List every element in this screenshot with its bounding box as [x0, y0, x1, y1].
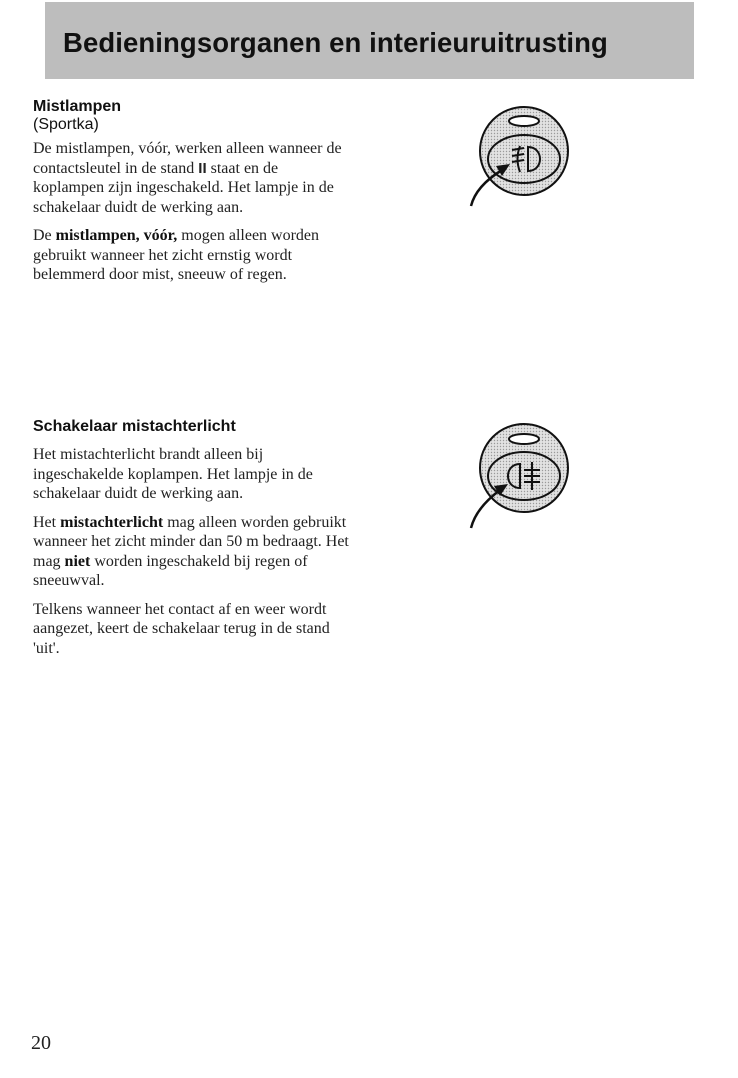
paragraph-text: staat en de koplampen zijn ingeschakeld. Het lampje in de schakelaar duidt de werking aan. — [33, 159, 334, 216]
paragraph: Het mistachterlicht brandt alleen bij ingeschakelde koplampen. Het lampje in de schakelaar duidt de werking aan. — [33, 446, 313, 502]
paragraph: Telkens wanneer het contact af en weer wordt aangezet, keert de schakelaar terug in de stand 'uit'. — [33, 600, 330, 657]
paragraph — [33, 226, 353, 285]
section-subheading: (Sportka) — [33, 116, 99, 133]
front-fog-switch-illustration — [466, 96, 586, 226]
paragraph-text: worden ingeschakeld bij regen of sneeuwval. — [33, 552, 308, 589]
paragraph-text: Het — [33, 513, 57, 531]
section-heading: Mistlampen — [33, 98, 122, 115]
rear-fog-switch-illustration — [466, 418, 586, 548]
emphasis-text: mistlampen, vóór, — [55, 227, 178, 244]
paragraph-text: mogen alleen worden gebruikt wanneer het zicht ernstig wordt belemmerd door mist, sneeuw of regen. — [33, 227, 320, 283]
page-title: Bedieningsorganen en interieuruitrusting — [63, 27, 608, 58]
emphasis-text: niet — [64, 552, 91, 570]
paragraph — [33, 139, 353, 217]
paragraph-text: mag alleen worden gebruikt wanneer het zicht minder dan 50 m bedraagt. Het mag — [33, 513, 349, 570]
section-schakelaar-mistachterlicht — [33, 418, 353, 667]
paragraph — [33, 513, 353, 591]
page-number: 20 — [31, 1032, 51, 1054]
ignition-position: II — [198, 159, 207, 177]
page-header — [45, 2, 694, 79]
paragraph-text: De mistlampen, vóór, werken alleen wanneer de contactsleutel in de stand — [33, 140, 342, 177]
emphasis-text: mistachterlicht — [60, 513, 164, 531]
section-heading: Schakelaar mistachterlicht — [33, 418, 236, 435]
paragraph-text: De — [33, 227, 52, 244]
section-mistlampen — [33, 98, 353, 294]
